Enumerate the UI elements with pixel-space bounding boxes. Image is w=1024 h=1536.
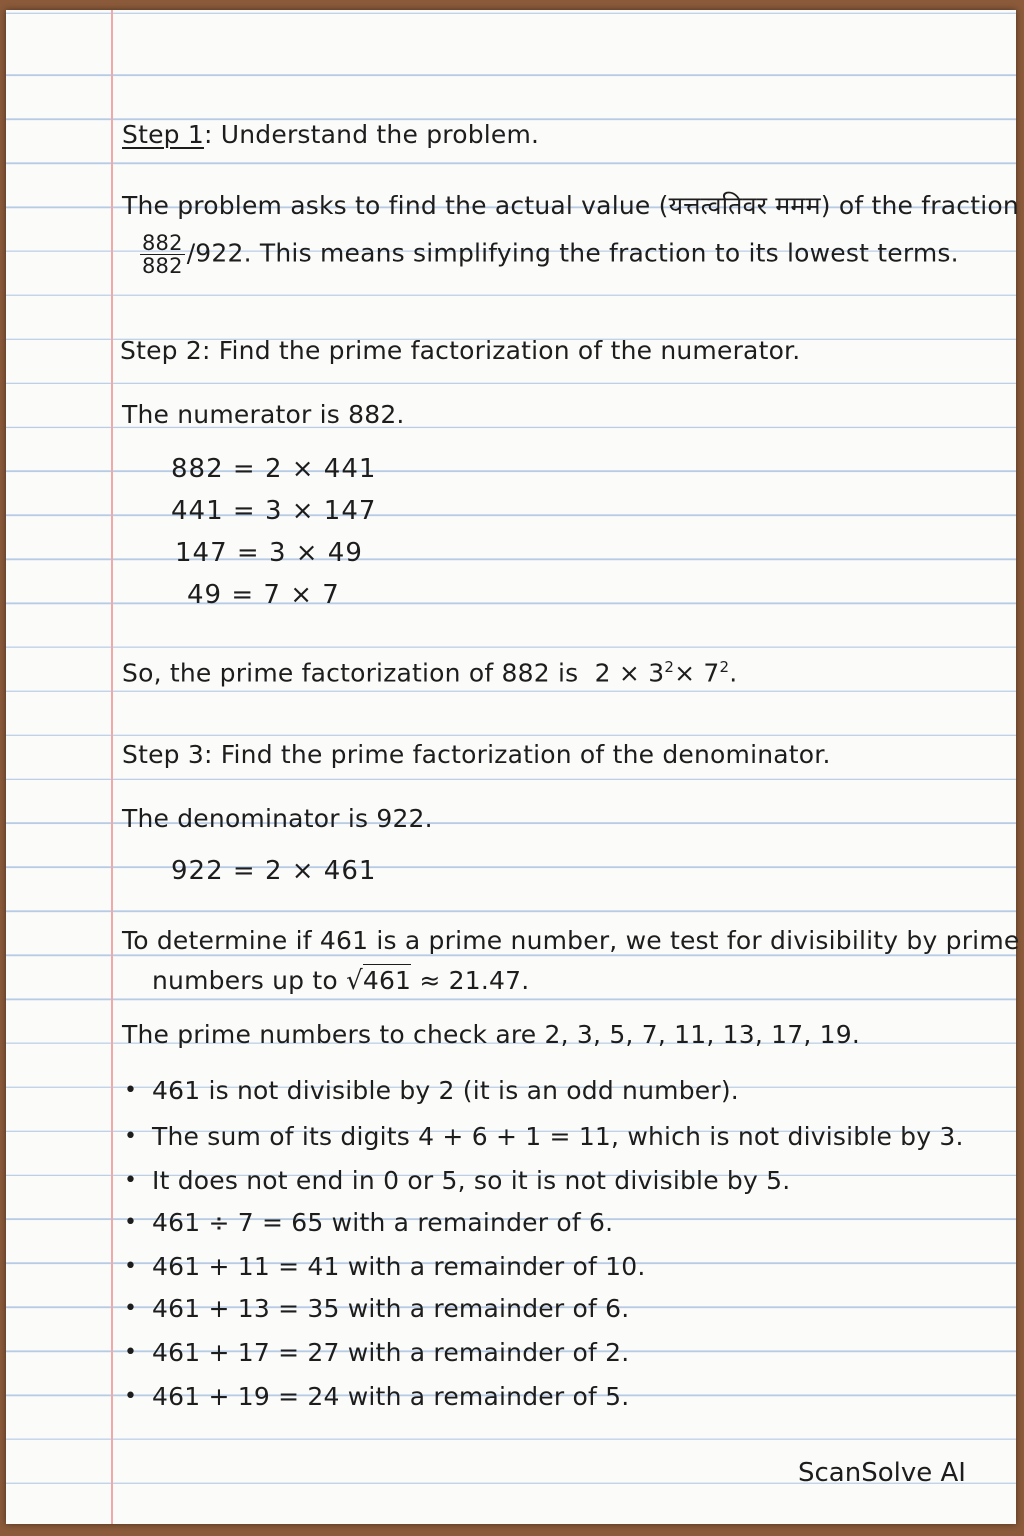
step2-result-text: So, the prime factorization of 882 is: [122, 658, 579, 688]
equation-row: 441 = 3 × 147: [171, 496, 377, 526]
equation-row: 49 = 7 × 7: [187, 580, 340, 610]
step2-intro: The numerator is 882.: [122, 400, 405, 429]
test-line2-end: ≈ 21.47.: [419, 966, 530, 995]
step1-p2-rest: /922. This means simplifying the fraction to its lowest terms.: [186, 238, 959, 268]
step3-intro: The denominator is 922.: [122, 804, 433, 833]
step1-p1-start: The problem asks to find the actual value (: [122, 191, 669, 220]
margin-line: [111, 10, 113, 1524]
step1-p1-end: ) of the fraction: [820, 191, 1019, 220]
result-term: 2 × 3: [594, 658, 665, 688]
bullet-item: 461 is not divisible by 2 (it is an odd number).: [152, 1076, 739, 1105]
bullet-icon: •: [124, 1254, 137, 1279]
bullet-icon: •: [124, 1384, 137, 1409]
result-end: .: [729, 658, 738, 688]
step1-heading-rest: : Understand the problem.: [203, 120, 540, 149]
bullet-icon: •: [124, 1168, 137, 1193]
step3-heading: Step 3: Find the prime factorization of the denominator.: [122, 740, 831, 769]
step3-test-line2: [152, 966, 529, 996]
bullet-icon: •: [124, 1078, 137, 1103]
sqrt-radicand: 461: [362, 966, 412, 995]
fraction-denominator: 882: [142, 254, 183, 278]
result-term: × 7: [674, 658, 720, 688]
step2-heading: Step 2: Find the prime factorization of the numerator.: [120, 336, 801, 365]
sqrt-symbol: √: [346, 966, 363, 996]
bullet-item: 461 + 11 = 41 with a remainder of 10.: [152, 1252, 646, 1281]
step1-heading-label: Step 1: [122, 120, 204, 149]
notebook-paper: [6, 10, 1020, 1524]
fraction: [140, 232, 185, 277]
result-exponent: 2: [719, 658, 730, 676]
square-root: [346, 966, 411, 996]
equation-row: 147 = 3 × 49: [175, 538, 363, 568]
bullet-item: 461 + 17 = 27 with a remainder of 2.: [152, 1338, 630, 1367]
bullet-item: It does not end in 0 or 5, so it is not divisible by 5.: [152, 1166, 791, 1195]
step1-p1-devanagari: यत्तत्वतिवर ममम: [668, 191, 821, 220]
step1-heading: [122, 120, 539, 149]
bullet-icon: •: [124, 1210, 137, 1235]
step1-paragraph-line2: [140, 232, 959, 277]
bullet-icon: •: [124, 1340, 137, 1365]
result-exponent: 2: [664, 658, 675, 676]
bullet-icon: •: [124, 1296, 137, 1321]
bullet-item: 461 + 13 = 35 with a remainder of 6.: [152, 1294, 630, 1323]
bullet-item: 461 ÷ 7 = 65 with a remainder of 6.: [152, 1208, 614, 1237]
step1-paragraph-line1: [122, 188, 1019, 222]
bullet-icon: •: [124, 1124, 137, 1149]
primes-line: The prime numbers to check are 2, 3, 5, 7, 11, 13, 17, 19.: [122, 1020, 860, 1049]
equation-row: 922 = 2 × 461: [171, 856, 377, 886]
bullet-item: The sum of its digits 4 + 6 + 1 = 11, which is not divisible by 3.: [152, 1122, 964, 1151]
test-line2-start: numbers up to: [152, 966, 338, 995]
step3-test-line1: To determine if 461 is a prime number, we test for divisibility by prime: [122, 926, 1020, 955]
equation-row: 882 = 2 × 441: [171, 454, 377, 484]
step2-result: [122, 658, 737, 687]
signature: ScanSolve AI: [798, 1458, 966, 1488]
fraction-numerator: 882: [142, 231, 183, 255]
bullet-item: 461 + 19 = 24 with a remainder of 5.: [152, 1382, 630, 1411]
